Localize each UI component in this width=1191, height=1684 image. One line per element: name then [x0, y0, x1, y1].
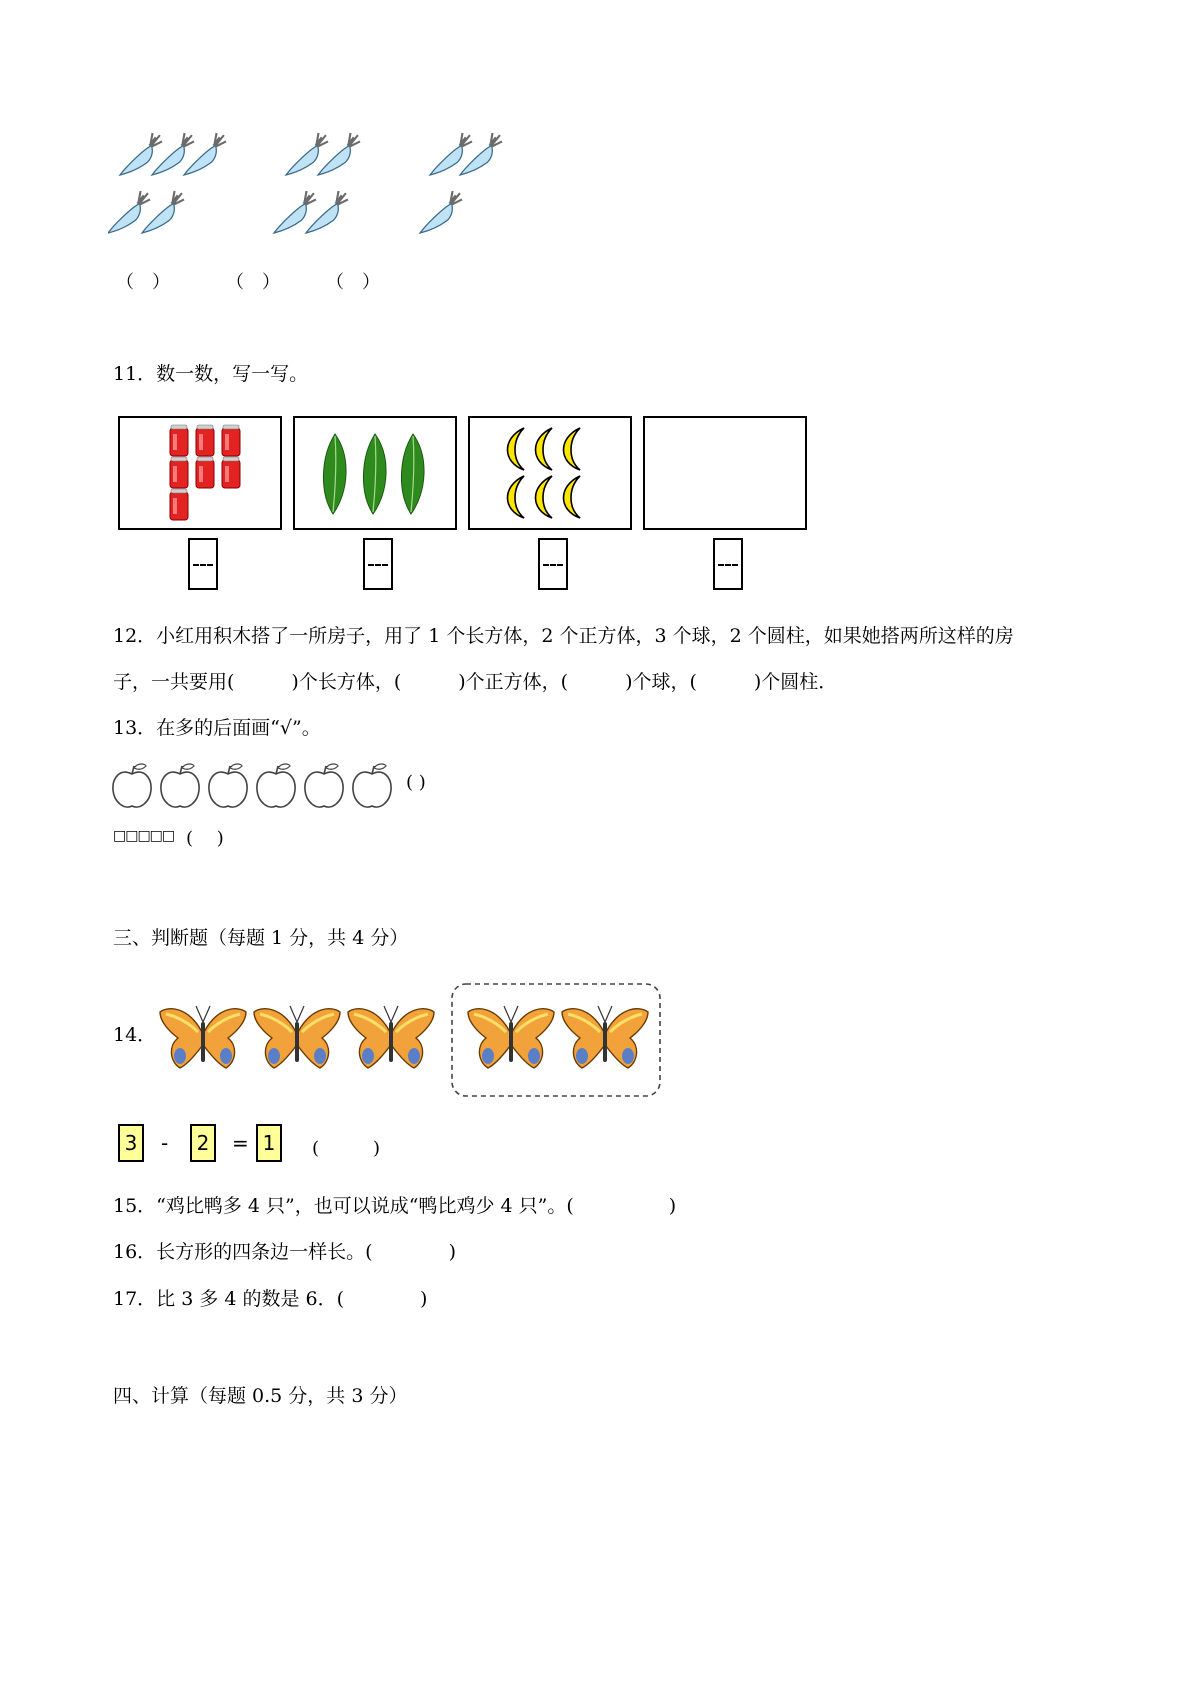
answer-box-cans[interactable]	[188, 538, 218, 590]
equation-op-minus: -	[161, 1131, 169, 1155]
question-16: 16．长方形的四条边一样长。( )	[113, 1241, 457, 1263]
equation-op-equals: =	[232, 1131, 249, 1155]
question-11: 11．数一数，写一写。	[113, 363, 309, 385]
banana-icons	[470, 418, 630, 528]
count-box-empty	[643, 416, 807, 530]
question-14-answer[interactable]: ( )	[312, 1138, 381, 1159]
butterflies-illustration	[156, 980, 666, 1100]
question-12-line-2: 子，一共要用( )个长方体，( )个正方体，( )个球，( )个圆柱．	[113, 671, 838, 693]
apples-answer[interactable]: ( )	[406, 772, 426, 793]
equation-num-b: 2	[190, 1124, 216, 1162]
apples-illustration	[110, 760, 400, 810]
question-14-number: 14．	[113, 1024, 157, 1046]
question-17: 17．比 3 多 4 的数是 6．( )	[113, 1288, 428, 1310]
question-12-line-1: 12．小红用积木搭了一所房子，用了 1 个长方体，2 个正方体，3 个球，2 个圆柱，如果她搭两所这样的房	[113, 625, 1014, 647]
equation-num-c: 1	[256, 1124, 282, 1162]
answer-box-empty[interactable]	[713, 538, 743, 590]
answer-box-leaves[interactable]	[363, 538, 393, 590]
carrot-answer-2[interactable]: （ ）	[226, 272, 280, 293]
leaf-icons	[295, 418, 455, 528]
answer-box-bananas[interactable]	[538, 538, 568, 590]
equation-num-a: 3	[118, 1124, 144, 1162]
count-box-bananas	[468, 416, 632, 530]
question-15: 15．“鸡比鸭多 4 只”，也可以说成“鸭比鸡少 4 只”。( )	[113, 1195, 677, 1217]
question-13: 13．在多的后面画“√”。	[113, 717, 321, 739]
carrot-groups-illustration	[108, 115, 528, 245]
carrot-answer-1[interactable]: （ ）	[116, 272, 170, 293]
count-box-cans	[118, 416, 282, 530]
count-box-leaves	[293, 416, 457, 530]
section-3-title: 三、判断题（每题 1 分，共 4 分）	[113, 927, 409, 949]
question-13-row2-glyphs: □□□□□	[113, 828, 175, 844]
question-13-row2-answer[interactable]: ( )	[186, 828, 224, 849]
section-4-title: 四、计算（每题 0.5 分，共 3 分）	[113, 1385, 408, 1407]
carrot-answer-3[interactable]: （ ）	[326, 272, 380, 293]
can-icons	[120, 418, 280, 528]
